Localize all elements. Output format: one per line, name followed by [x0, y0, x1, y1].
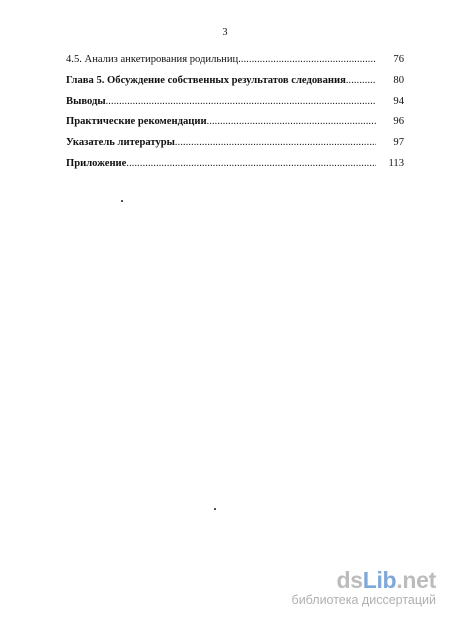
toc-entry	[66, 54, 404, 75]
toc-entry-page: 80	[393, 74, 404, 86]
watermark-logo-lib: Lib	[362, 567, 397, 593]
toc-leader-dots	[207, 116, 376, 127]
toc-entry-page: 113	[388, 157, 404, 169]
page-number: 3	[222, 27, 228, 38]
table-of-contents	[66, 54, 404, 179]
toc-entry-title: Указатель литературы	[66, 137, 175, 149]
toc-entry-title: Приложение	[66, 157, 127, 169]
toc-entry-title: Глава 5. Обсуждение собственных результатов следования	[66, 74, 346, 86]
toc-entry-title: Практические рекомендации	[66, 116, 207, 128]
watermark-subtitle: библиотека диссертаций	[291, 593, 436, 607]
toc-leader-dots	[346, 75, 376, 86]
toc-entry	[66, 137, 404, 158]
scan-speck	[121, 200, 123, 202]
watermark-logo-net: .net	[396, 567, 436, 593]
toc-entry	[66, 96, 404, 117]
watermark-logo	[292, 568, 436, 592]
toc-entry-page: 94	[393, 95, 404, 107]
toc-entry-title: 4.5. Анализ анкетирования родильниц	[66, 54, 239, 65]
toc-entry-page: 96	[393, 116, 404, 128]
watermark	[292, 568, 436, 608]
watermark-logo-ds: ds	[336, 567, 363, 593]
toc-entry	[66, 158, 404, 179]
toc-leader-dots	[238, 54, 376, 65]
toc-entry-page: 76	[393, 54, 404, 65]
toc-entry-page: 97	[393, 137, 404, 149]
toc-leader-dots	[126, 158, 376, 169]
toc-entry	[66, 116, 404, 137]
toc-leader-dots	[175, 137, 376, 148]
scan-speck	[214, 508, 216, 510]
toc-entry-title: Выводы	[66, 95, 106, 107]
toc-leader-dots	[106, 96, 376, 107]
toc-entry	[66, 75, 404, 96]
